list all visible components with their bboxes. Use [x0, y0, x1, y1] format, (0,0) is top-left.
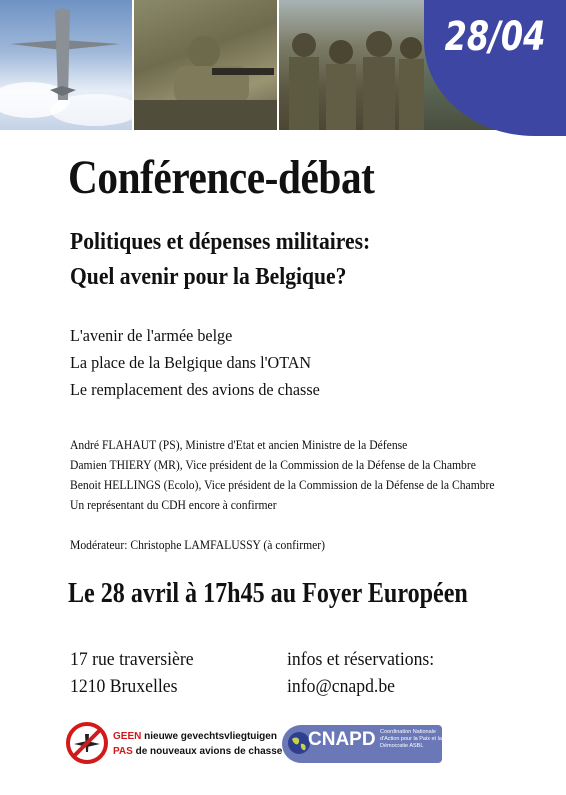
- slogan-nl-text: nieuwe gevechtsvliegtuigen: [141, 731, 277, 742]
- contact-email[interactable]: info@cnapd.be: [287, 676, 396, 697]
- slogan-fr-text: de nouveaux avions de chasse: [132, 746, 283, 757]
- soldier-photo: [134, 0, 277, 130]
- speaker-1: André FLAHAUT (PS), Ministre d'Etat et ancien Ministre de la Défense: [70, 438, 408, 452]
- event-details: Le 28 avril à 17h45 au Foyer Européen: [68, 578, 468, 609]
- fighter-jet-photo: [0, 0, 132, 130]
- slogan-nl: [113, 731, 277, 742]
- page-title: Conférence-débat: [68, 151, 375, 204]
- slogan-fr: [113, 746, 282, 757]
- date-badge-text: 28/04: [444, 14, 546, 60]
- subtitle-line-1: Politiques et dépenses militaires:: [70, 229, 371, 255]
- soldiers-group-photo: [279, 0, 424, 130]
- speaker-4: Un représentant du CDH encore à confirmer: [70, 498, 277, 512]
- slogan-fr-emphasis: PAS: [113, 746, 133, 757]
- cnapd-name: CNAPD: [308, 729, 376, 750]
- topic-2: La place de la Belgique dans l'OTAN: [70, 353, 312, 372]
- topic-3: Le remplacement des avions de chasse: [70, 380, 320, 399]
- no-fighter-jets-icon: [66, 722, 108, 764]
- slogan-nl-emphasis: GEEN: [113, 731, 142, 742]
- cnapd-fullname: Coordination Nationale d'Action pour la Paix et la Démocratie ASBL: [380, 729, 442, 749]
- address-street: 17 rue traversière: [70, 649, 194, 670]
- speaker-2: Damien THIERY (MR), Vice président de la Commission de la Défense de la Chambre: [70, 458, 476, 472]
- contact-label: infos et réservations:: [287, 649, 435, 670]
- address-city: 1210 Bruxelles: [70, 676, 178, 697]
- moderator: Modérateur: Christophe LAMFALUSSY (à confirmer): [70, 538, 326, 552]
- topic-1: L'avenir de l'armée belge: [70, 326, 233, 345]
- speaker-3: Benoit HELLINGS (Ecolo), Vice président de la Commission de la Défense de la Chambre: [70, 478, 495, 492]
- subtitle-line-2: Quel avenir pour la Belgique?: [70, 264, 347, 290]
